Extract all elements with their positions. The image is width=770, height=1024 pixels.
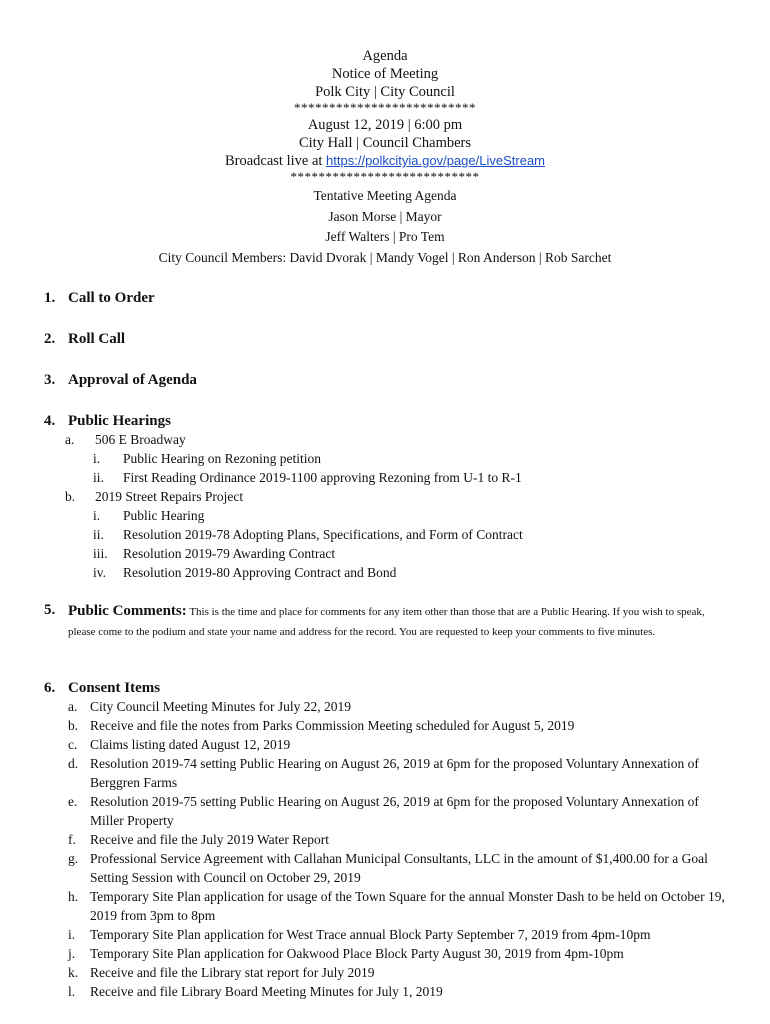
- livestream-link[interactable]: https://polkcityia.gov/page/LiveStream: [326, 153, 545, 168]
- section-number: 3.: [44, 372, 56, 388]
- list-item: [44, 430, 734, 449]
- doc-title: Agenda: [362, 48, 408, 64]
- item-label: a.: [68, 699, 78, 714]
- section-public-hearings: [44, 412, 734, 582]
- section-public-comments: [44, 602, 734, 641]
- item-text: Resolution 2019-74 setting Public Hearing on August 26, 2019 at 6pm for the proposed Voluntary Annexation of Berggren Farms: [90, 756, 699, 790]
- item-label: c.: [68, 737, 78, 752]
- tentative-label: Tentative Meeting Agenda: [313, 188, 457, 203]
- broadcast-prefix: Broadcast live at: [224, 153, 323, 169]
- section-consent-items: [44, 679, 734, 1001]
- item-label: i.: [93, 508, 101, 523]
- consent-item: [44, 887, 734, 925]
- item-text: Receive and file the Library stat report for July 2019: [90, 965, 375, 980]
- item-text: 2019 Street Repairs Project: [95, 489, 244, 504]
- section-roll-call: [44, 330, 734, 348]
- item-label: l.: [68, 984, 76, 999]
- list-item: [44, 544, 734, 563]
- section-title: Call to Order: [68, 290, 155, 306]
- item-label: f.: [68, 832, 76, 847]
- item-label: i.: [93, 451, 101, 466]
- item-label: ii.: [93, 470, 104, 485]
- item-text: Resolution 2019-79 Awarding Contract: [123, 546, 336, 561]
- consent-item: [44, 716, 734, 735]
- consent-item: [44, 735, 734, 754]
- item-label: k.: [68, 965, 79, 980]
- item-text: Claims listing dated August 12, 2019: [90, 737, 291, 752]
- list-item: [44, 468, 734, 487]
- item-text: Resolution 2019-75 setting Public Hearing on August 26, 2019 at 6pm for the proposed Voluntary Annexation of Miller Property: [90, 794, 699, 828]
- item-label: iv.: [93, 565, 106, 580]
- section-approval-of-agenda: [44, 371, 734, 389]
- item-text: Temporary Site Plan application for West Trace annual Block Party September 7, 2019 from 4pm-10pm: [90, 927, 651, 942]
- item-text: Resolution 2019-80 Approving Contract and Bond: [123, 565, 397, 580]
- section-number: 5.: [44, 602, 56, 618]
- section-title: Approval of Agenda: [68, 372, 197, 388]
- consent-item: [44, 697, 734, 716]
- broadcast-line: [0, 152, 770, 170]
- item-label: e.: [68, 794, 78, 809]
- section-title: Public Comments:: [68, 603, 187, 619]
- item-label: i.: [68, 927, 76, 942]
- doc-subtitle: Notice of Meeting: [331, 66, 439, 82]
- body-name: Polk City | City Council: [315, 84, 455, 100]
- meeting-date: August 12, 2019 | 6:00 pm: [307, 117, 463, 133]
- item-label: iii.: [93, 546, 108, 561]
- consent-item: [44, 792, 734, 830]
- item-label: j.: [68, 946, 76, 961]
- list-item: [44, 487, 734, 506]
- item-text: Receive and file Library Board Meeting Minutes for July 1, 2019: [90, 984, 443, 999]
- item-text: Professional Service Agreement with Callahan Municipal Consultants, LLC in the amount of $1,400.00 for a Goal Setting Session with Council on October 29, 2019: [90, 851, 708, 885]
- item-text: City Council Meeting Minutes for July 22, 2019: [90, 699, 351, 714]
- item-text: Receive and file the July 2019 Water Report: [90, 832, 329, 847]
- agenda-header: [0, 47, 770, 268]
- item-text: Public Hearing on Rezoning petition: [123, 451, 321, 466]
- item-text: Resolution 2019-78 Adopting Plans, Specifications, and Form of Contract: [123, 527, 523, 542]
- list-item: [44, 506, 734, 525]
- item-label: a.: [65, 432, 75, 447]
- item-label: b.: [65, 489, 76, 504]
- consent-item: [44, 925, 734, 944]
- list-item: [44, 525, 734, 544]
- public-comments-text: This is the time and place for comments for any item other than those that are a Public Hearing. If you wish to speak, please come to the podium and state your name and address for the record. You are requested to keep your comments to five minutes.: [68, 606, 705, 638]
- separator-stars: **************************: [294, 100, 476, 115]
- list-item: [44, 449, 734, 468]
- consent-item: [44, 830, 734, 849]
- section-number: 1.: [44, 290, 56, 306]
- section-title: Roll Call: [68, 331, 126, 347]
- item-text: First Reading Ordinance 2019-1100 approving Rezoning from U-1 to R-1: [123, 470, 522, 485]
- item-label: h.: [68, 889, 79, 904]
- section-title: Public Hearings: [68, 413, 171, 429]
- separator-stars: ***************************: [290, 169, 480, 184]
- item-label: b.: [68, 718, 79, 733]
- item-text: Receive and file the notes from Parks Commission Meeting scheduled for August 5, 2019: [90, 718, 575, 733]
- consent-item: [44, 982, 734, 1001]
- section-number: 2.: [44, 331, 56, 347]
- meeting-location: City Hall | Council Chambers: [298, 135, 472, 151]
- consent-item: [44, 944, 734, 963]
- section-call-to-order: [44, 289, 734, 307]
- pro-tem-line: Jeff Walters | Pro Tem: [325, 229, 445, 244]
- consent-item: [44, 754, 734, 792]
- item-text: Public Hearing: [123, 508, 205, 523]
- item-text: 506 E Broadway: [95, 432, 186, 447]
- section-title: Consent Items: [68, 680, 161, 696]
- council-members-line: City Council Members: David Dvorak | Mandy Vogel | Ron Anderson | Rob Sarchet: [158, 249, 612, 265]
- mayor-line: Jason Morse | Mayor: [328, 208, 442, 224]
- consent-item: [44, 849, 734, 887]
- item-label: ii.: [93, 527, 104, 542]
- item-label: g.: [68, 851, 79, 866]
- consent-item: [44, 963, 734, 982]
- section-number: 6.: [44, 680, 56, 696]
- item-label: d.: [68, 756, 79, 771]
- list-item: [44, 563, 734, 582]
- item-text: Temporary Site Plan application for usage of the Town Square for the annual Monster Dash to be held on October 19, 2019 from 3pm to 8pm: [90, 889, 725, 923]
- section-number: 4.: [44, 413, 56, 429]
- item-text: Temporary Site Plan application for Oakwood Place Block Party August 30, 2019 from 4pm-10pm: [90, 946, 624, 961]
